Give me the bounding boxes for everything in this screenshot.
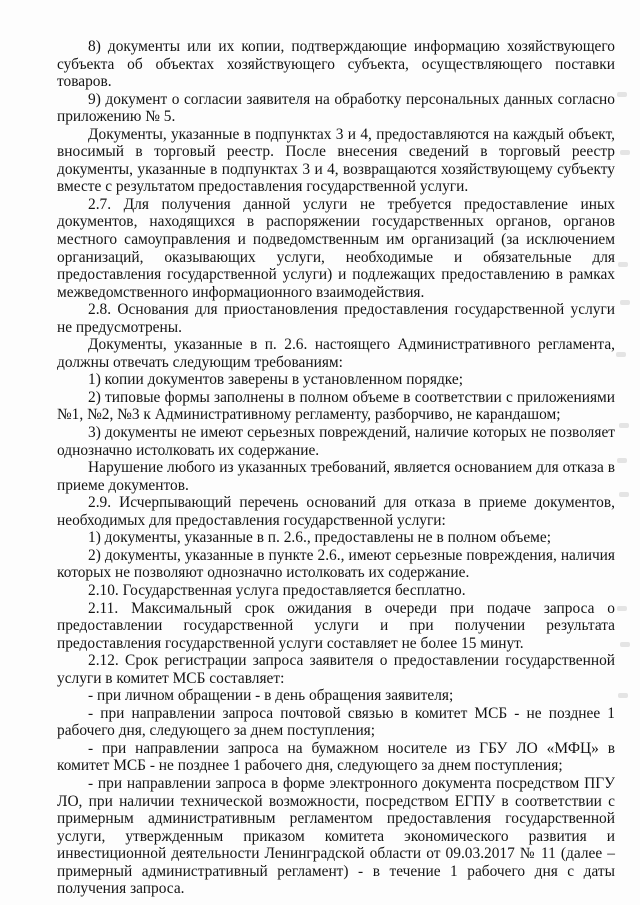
registration-personal: - при личном обращении - в день обращения заявителя; (88, 687, 454, 705)
scan-mark (620, 300, 630, 305)
paragraph-item-8: 8) документы или их копии, подтверждающие информацию хозяйствующего субъекта об объектах хозяйствующего субъекта, осуществляющего поставки товаров. (57, 38, 615, 91)
paragraph-2-9: 2.9. Исчерпывающий перечень оснований для отказа в приеме документов, необходимых для предоставления государственной услуги: (57, 494, 615, 529)
scan-mark (617, 458, 627, 463)
scan-mark (617, 92, 627, 97)
refusal-ground-2: 2) документы, указанные в пункте 2.6., имеют серьезные повреждения, наличия которых не позволяют однозначно истолковать их содержание. (57, 546, 615, 582)
scan-mark (620, 642, 630, 647)
requirement-2: 2) типовые формы заполнены в полном объеме в соответствии с приложениями №1, №2, №3 к Административному регламенту, разборчиво, не карандашом; (57, 388, 615, 424)
paragraph-2-8: 2.8. Основания для приостановления предоставления государственной услуги не предусмотрены. (57, 301, 615, 336)
requirement-3: 3) документы не имеют серьезных повреждений, наличие которых не позволяет однозначно истолковать их содержание. (57, 424, 615, 459)
scan-mark (619, 492, 629, 497)
registration-postal: - при направлении запроса почтовой связью в комитет МСБ - не позднее 1 рабочего дня, следующего за днем поступления; (57, 704, 615, 740)
paragraph-violation: Нарушение любого из указанных требований, является основанием для отказа в приеме документов. (57, 459, 615, 494)
registration-mfc: - при направлении запроса на бумажном носителе из ГБУ ЛО «МФЦ» в комитет МСБ - не позднее 1 рабочего дня, следующего за днем поступления; (57, 739, 615, 775)
paragraph-requirements-intro: Документы, указанные в п. 2.6. настоящего Административного регламента, должны отвечать следующим требованиям: (57, 336, 615, 371)
paragraph-item-9: 9) документ о согласии заявителя на обработку персональных данных согласно приложению № 5. (57, 90, 615, 126)
paragraph-2-7: 2.7. Для получения данной услуги не требуется предоставление иных документов, находящихся в распоряжении государственных органов, органов местного самоуправления и подведомственным им организаций (за исключением организаций, оказывающих услуги, необходимые и обязательные для предоставления государственной услуги) и подлежащих предоставлению в рамках межведомственного информационного взаимодействия. (57, 195, 615, 301)
scan-mark (617, 606, 627, 611)
scan-mark (618, 262, 628, 267)
scan-mark (619, 423, 629, 428)
paragraph-documents-3-4: Документы, указанные в подпунктах 3 и 4, предоставляются на каждый объект, вносимый в торговый реестр. После внесения сведений в торговый реестр документы, указанные в подпунктах 3 и 4, возвращаются хозяйствующему субъекту вместе с результатом предоставления государственной услуги. (57, 125, 615, 196)
scan-mark (616, 352, 626, 357)
paragraph-2-12: 2.12. Срок регистрации запроса заявителя о предоставлении государственной услуги в комитет МСБ составляет: (57, 652, 615, 687)
paragraph-2-11: 2.11. Максимальный срок ожидания в очереди при подаче запроса о предоставлении государственной услуги и при получении результата предоставления государственной услуги составляет не более 15 минут. (57, 599, 615, 652)
scan-mark (620, 150, 630, 155)
registration-electronic: - при направлении запроса в форме электронного документа посредством ПГУ ЛО, при наличии технической возможности, посредством ЕГПУ в соответствии с примерным административным регламентом предоставления государственной услуги, утвержденным приказом комитета экономического развития и инвестиционной деятельности Ленинградской области от 09.03.2017 № 11 (далее – примерный административный регламент) - в течение 1 рабочего дня с даты получения запроса. (57, 774, 615, 898)
document-body (57, 38, 615, 898)
refusal-ground-1: 1) документы, указанные в п. 2.6., предоставлены не в полном объеме; (88, 529, 552, 547)
paragraph-2-10: 2.10. Государственная услуга предоставляется бесплатно. (88, 581, 466, 599)
scan-mark (618, 693, 628, 698)
requirement-1: 1) копии документов заверены в установленном порядке; (88, 371, 463, 389)
